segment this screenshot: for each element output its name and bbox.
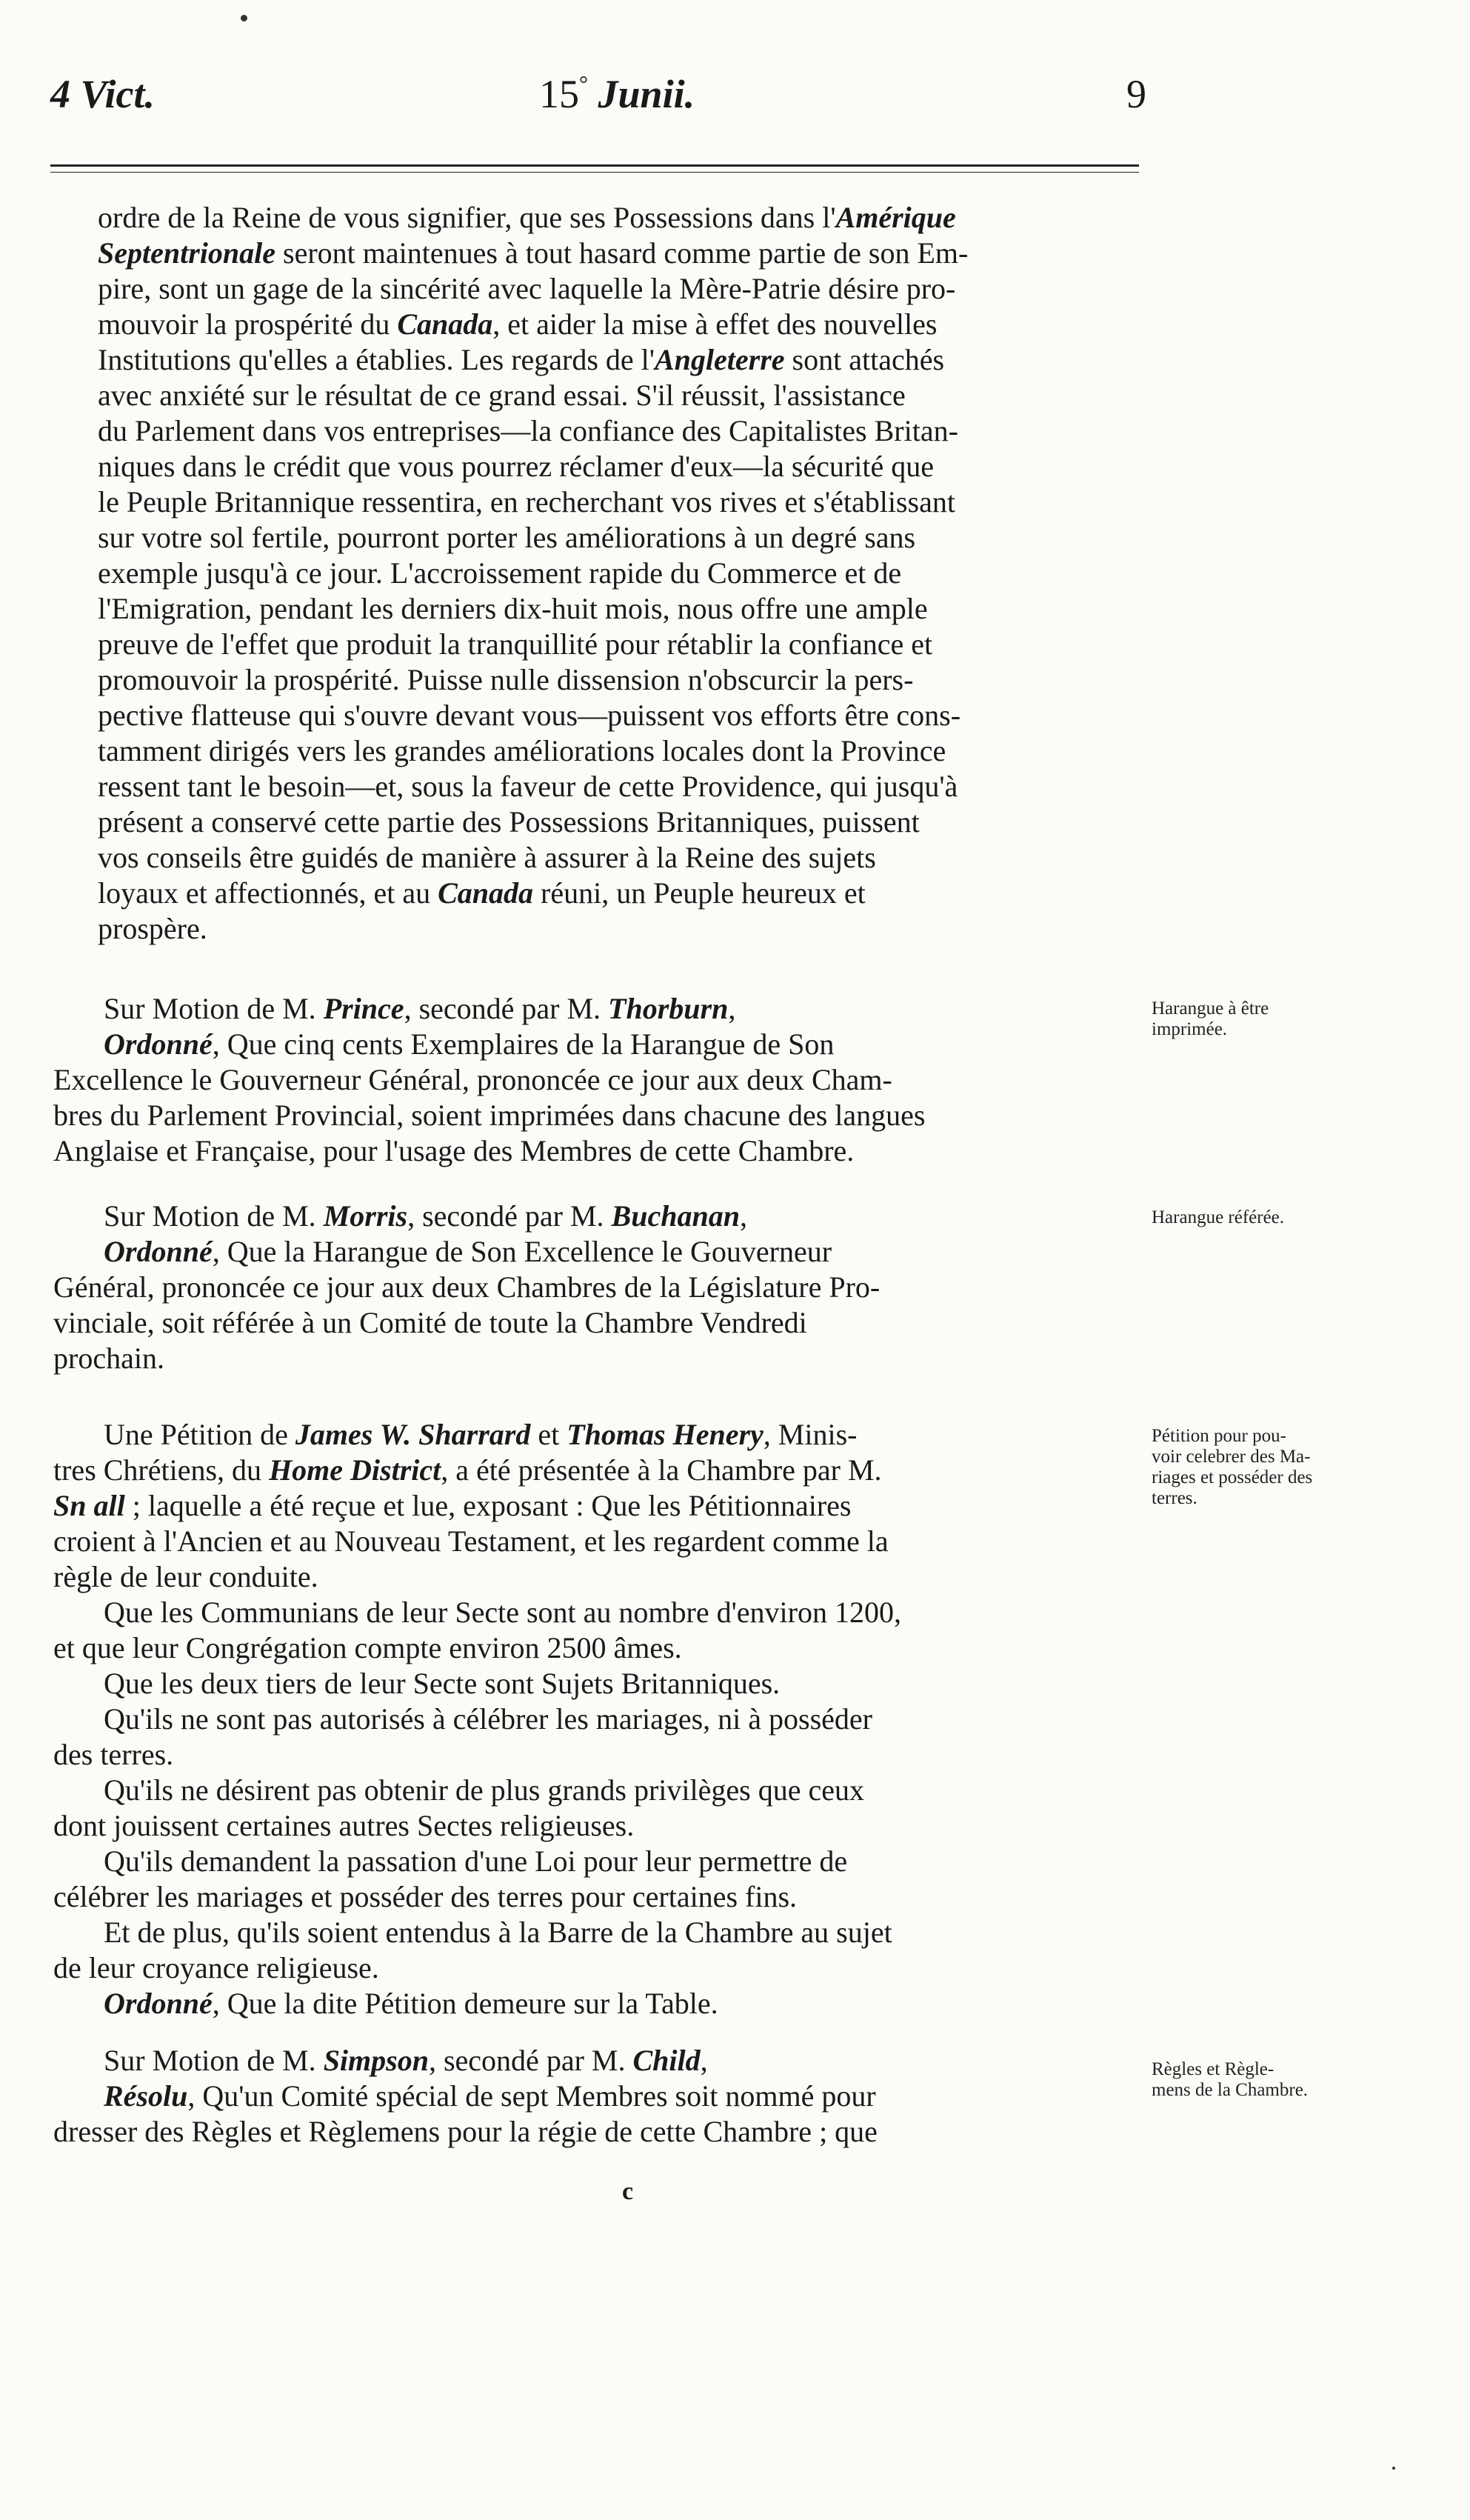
text-line: Et de plus, qu'ils soient entendus à la Barre de la Chambre au sujet <box>104 1916 892 1949</box>
ink-speck <box>241 15 247 21</box>
margin-note-line: mens de la Chambre. <box>1152 2080 1309 2100</box>
text-line: Qu'ils ne sont pas autorisés à célébrer les mariages, ni à posséder <box>104 1702 872 1736</box>
text-line: Qu'ils demandent la passation d'une Loi pour leur permettre de <box>104 1844 848 1878</box>
text-line: avec anxiété sur le résultat de ce grand essai. S'il réussit, l'assistance <box>98 379 906 412</box>
margin-note-line: riages et posséder des <box>1152 1467 1313 1487</box>
page-number: 9 <box>1126 72 1146 116</box>
text-line: ressent tant le besoin—et, sous la faveur de cette Providence, qui jusqu'à <box>98 770 958 803</box>
date-month: Junii. <box>598 72 695 116</box>
text-line: ordre de la Reine de vous signifier, que ses Possessions dans l'Amérique <box>98 201 956 234</box>
margin-note-refer <box>1152 1207 1366 1228</box>
text-line: Qu'ils ne désirent pas obtenir de plus grands privilèges que ceux <box>104 1773 864 1807</box>
text-line: Ordonné, Que la dite Pétition demeure sur la Table. <box>104 1987 718 2020</box>
motion-rules-paragraph <box>30 2043 1140 2150</box>
petition-paragraph <box>30 1417 1140 2021</box>
margin-note-line: voir celebrer des Ma- <box>1152 1447 1311 1467</box>
text-line: pective flatteuse qui s'ouvre devant vous—puissent vos efforts être cons- <box>98 699 961 732</box>
text-line: vinciale, soit référée à un Comité de toute la Chambre Vendredi <box>53 1306 807 1339</box>
text-line: Ordonné, Que la Harangue de Son Excellence le Gouverneur <box>104 1235 832 1268</box>
text-line: Une Pétition de James W. Sharrard et Thomas Henery, Minis- <box>104 1418 858 1451</box>
text-line: Général, prononcée ce jour aux deux Chambres de la Législature Pro- <box>53 1270 881 1304</box>
text-line: bres du Parlement Provincial, soient imprimées dans chacune des langues <box>53 1099 926 1132</box>
ink-speck <box>1392 2467 1395 2470</box>
page-date <box>539 68 695 120</box>
running-head <box>50 68 1146 120</box>
text-line: preuve de l'effet que produit la tranquillité pour rétablir la confiance et <box>98 627 933 661</box>
text-line: Excellence le Gouverneur Général, prononcée ce jour aux deux Cham- <box>53 1063 892 1096</box>
text-line: vos conseils être guidés de manière à assurer à la Reine des sujets <box>98 841 876 874</box>
text-line: tres Chrétiens, du Home District, a été présentée à la Chambre par M. <box>53 1453 882 1487</box>
text-line: loyaux et affectionnés, et au Canada réuni, un Peuple heureux et <box>98 876 866 910</box>
text-line: Sur Motion de M. Prince, secondé par M. Thorburn, <box>104 992 736 1025</box>
text-line: Septentrionale seront maintenues à tout hasard comme partie de son Em- <box>98 236 969 270</box>
margin-note-rules <box>1152 2059 1366 2101</box>
margin-note-line: Harangue référée. <box>1152 1207 1285 1227</box>
margin-note-line: Pétition pour pou- <box>1152 1426 1286 1446</box>
margin-note-petition <box>1152 1426 1366 1509</box>
text-line: Que les Communians de leur Secte sont au nombre d'environ 1200, <box>104 1596 901 1629</box>
date-degree: ° <box>579 72 588 96</box>
margin-note-line: Harangue à être <box>1152 999 1269 1019</box>
text-line: mouvoir la prospérité du Canada, et aider la mise à effet des nouvelles <box>98 307 938 341</box>
text-line: Institutions qu'elles a établies. Les regards de l'Angleterre sont attachés <box>98 343 945 376</box>
text-line: croient à l'Ancien et au Nouveau Testament, et les regardent comme la <box>53 1524 889 1558</box>
text-line: règle de leur conduite. <box>53 1560 318 1593</box>
text-line: célébrer les mariages et posséder des terres pour certaines fins. <box>53 1880 798 1913</box>
text-line: de leur croyance religieuse. <box>53 1951 379 1984</box>
text-line: promouvoir la prospérité. Puisse nulle dissension n'obscurcir la pers- <box>98 663 914 696</box>
text-line: prospère. <box>98 912 207 945</box>
regnal-year: 4 Vict. <box>50 72 156 116</box>
signature-mark: c <box>622 2178 634 2205</box>
date-day: 15 <box>539 72 579 116</box>
text-line: Résolu, Qu'un Comité spécial de sept Membres soit nommé pour <box>104 2079 876 2113</box>
text-line: Que les deux tiers de leur Secte sont Sujets Britanniques. <box>104 1667 781 1700</box>
margin-note-line: imprimée. <box>1152 1019 1228 1039</box>
text-line: exemple jusqu'à ce jour. L'accroissement rapide du Commerce et de <box>98 556 902 590</box>
text-line: Anglaise et Française, pour l'usage des Membres de cette Chambre. <box>53 1134 855 1167</box>
text-line: Sur Motion de M. Morris, secondé par M. Buchanan, <box>104 1199 747 1233</box>
motion-print-paragraph <box>30 991 1140 1169</box>
text-line: du Parlement dans vos entreprises—la confiance des Capitalistes Britan- <box>98 414 958 447</box>
text-line: l'Emigration, pendant les derniers dix-huit mois, nous offre une ample <box>98 592 928 625</box>
text-line: dont jouissent certaines autres Sectes religieuses. <box>53 1809 635 1842</box>
margin-note-line: terres. <box>1152 1488 1197 1508</box>
header-rule-thick <box>50 164 1139 167</box>
text-line: présent a conservé cette partie des Possessions Britanniques, puissent <box>98 805 920 839</box>
text-line: Ordonné, Que cinq cents Exemplaires de la Harangue de Son <box>104 1027 835 1061</box>
motion-refer-paragraph <box>30 1199 1140 1376</box>
text-line: Sur Motion de M. Simpson, secondé par M. Child, <box>104 2044 708 2077</box>
text-line: dresser des Règles et Règlemens pour la régie de cette Chambre ; que <box>53 2115 878 2148</box>
text-line: niques dans le crédit que vous pourrez réclamer d'eux—la sécurité que <box>98 450 934 483</box>
header-rule-thin <box>50 172 1139 173</box>
speech-paragraph <box>30 200 1140 947</box>
text-line: le Peuple Britannique ressentira, en recherchant vos rives et s'établissant <box>98 485 955 519</box>
text-line: et que leur Congrégation compte environ 2500 âmes. <box>53 1631 682 1664</box>
margin-note-print <box>1152 999 1366 1040</box>
text-line: sur votre sol fertile, pourront porter les améliorations à un degré sans <box>98 521 916 554</box>
text-line: Sn all ; laquelle a été reçue et lue, exposant : Que les Pétitionnaires <box>53 1489 852 1522</box>
text-line: pire, sont un gage de la sincérité avec laquelle la Mère-Patrie désire pro- <box>98 272 956 305</box>
text-line: des terres. <box>53 1738 174 1771</box>
text-line: tamment dirigés vers les grandes améliorations locales dont la Province <box>98 734 946 767</box>
margin-note-line: Règles et Règle- <box>1152 2059 1274 2079</box>
text-line: prochain. <box>53 1341 164 1375</box>
